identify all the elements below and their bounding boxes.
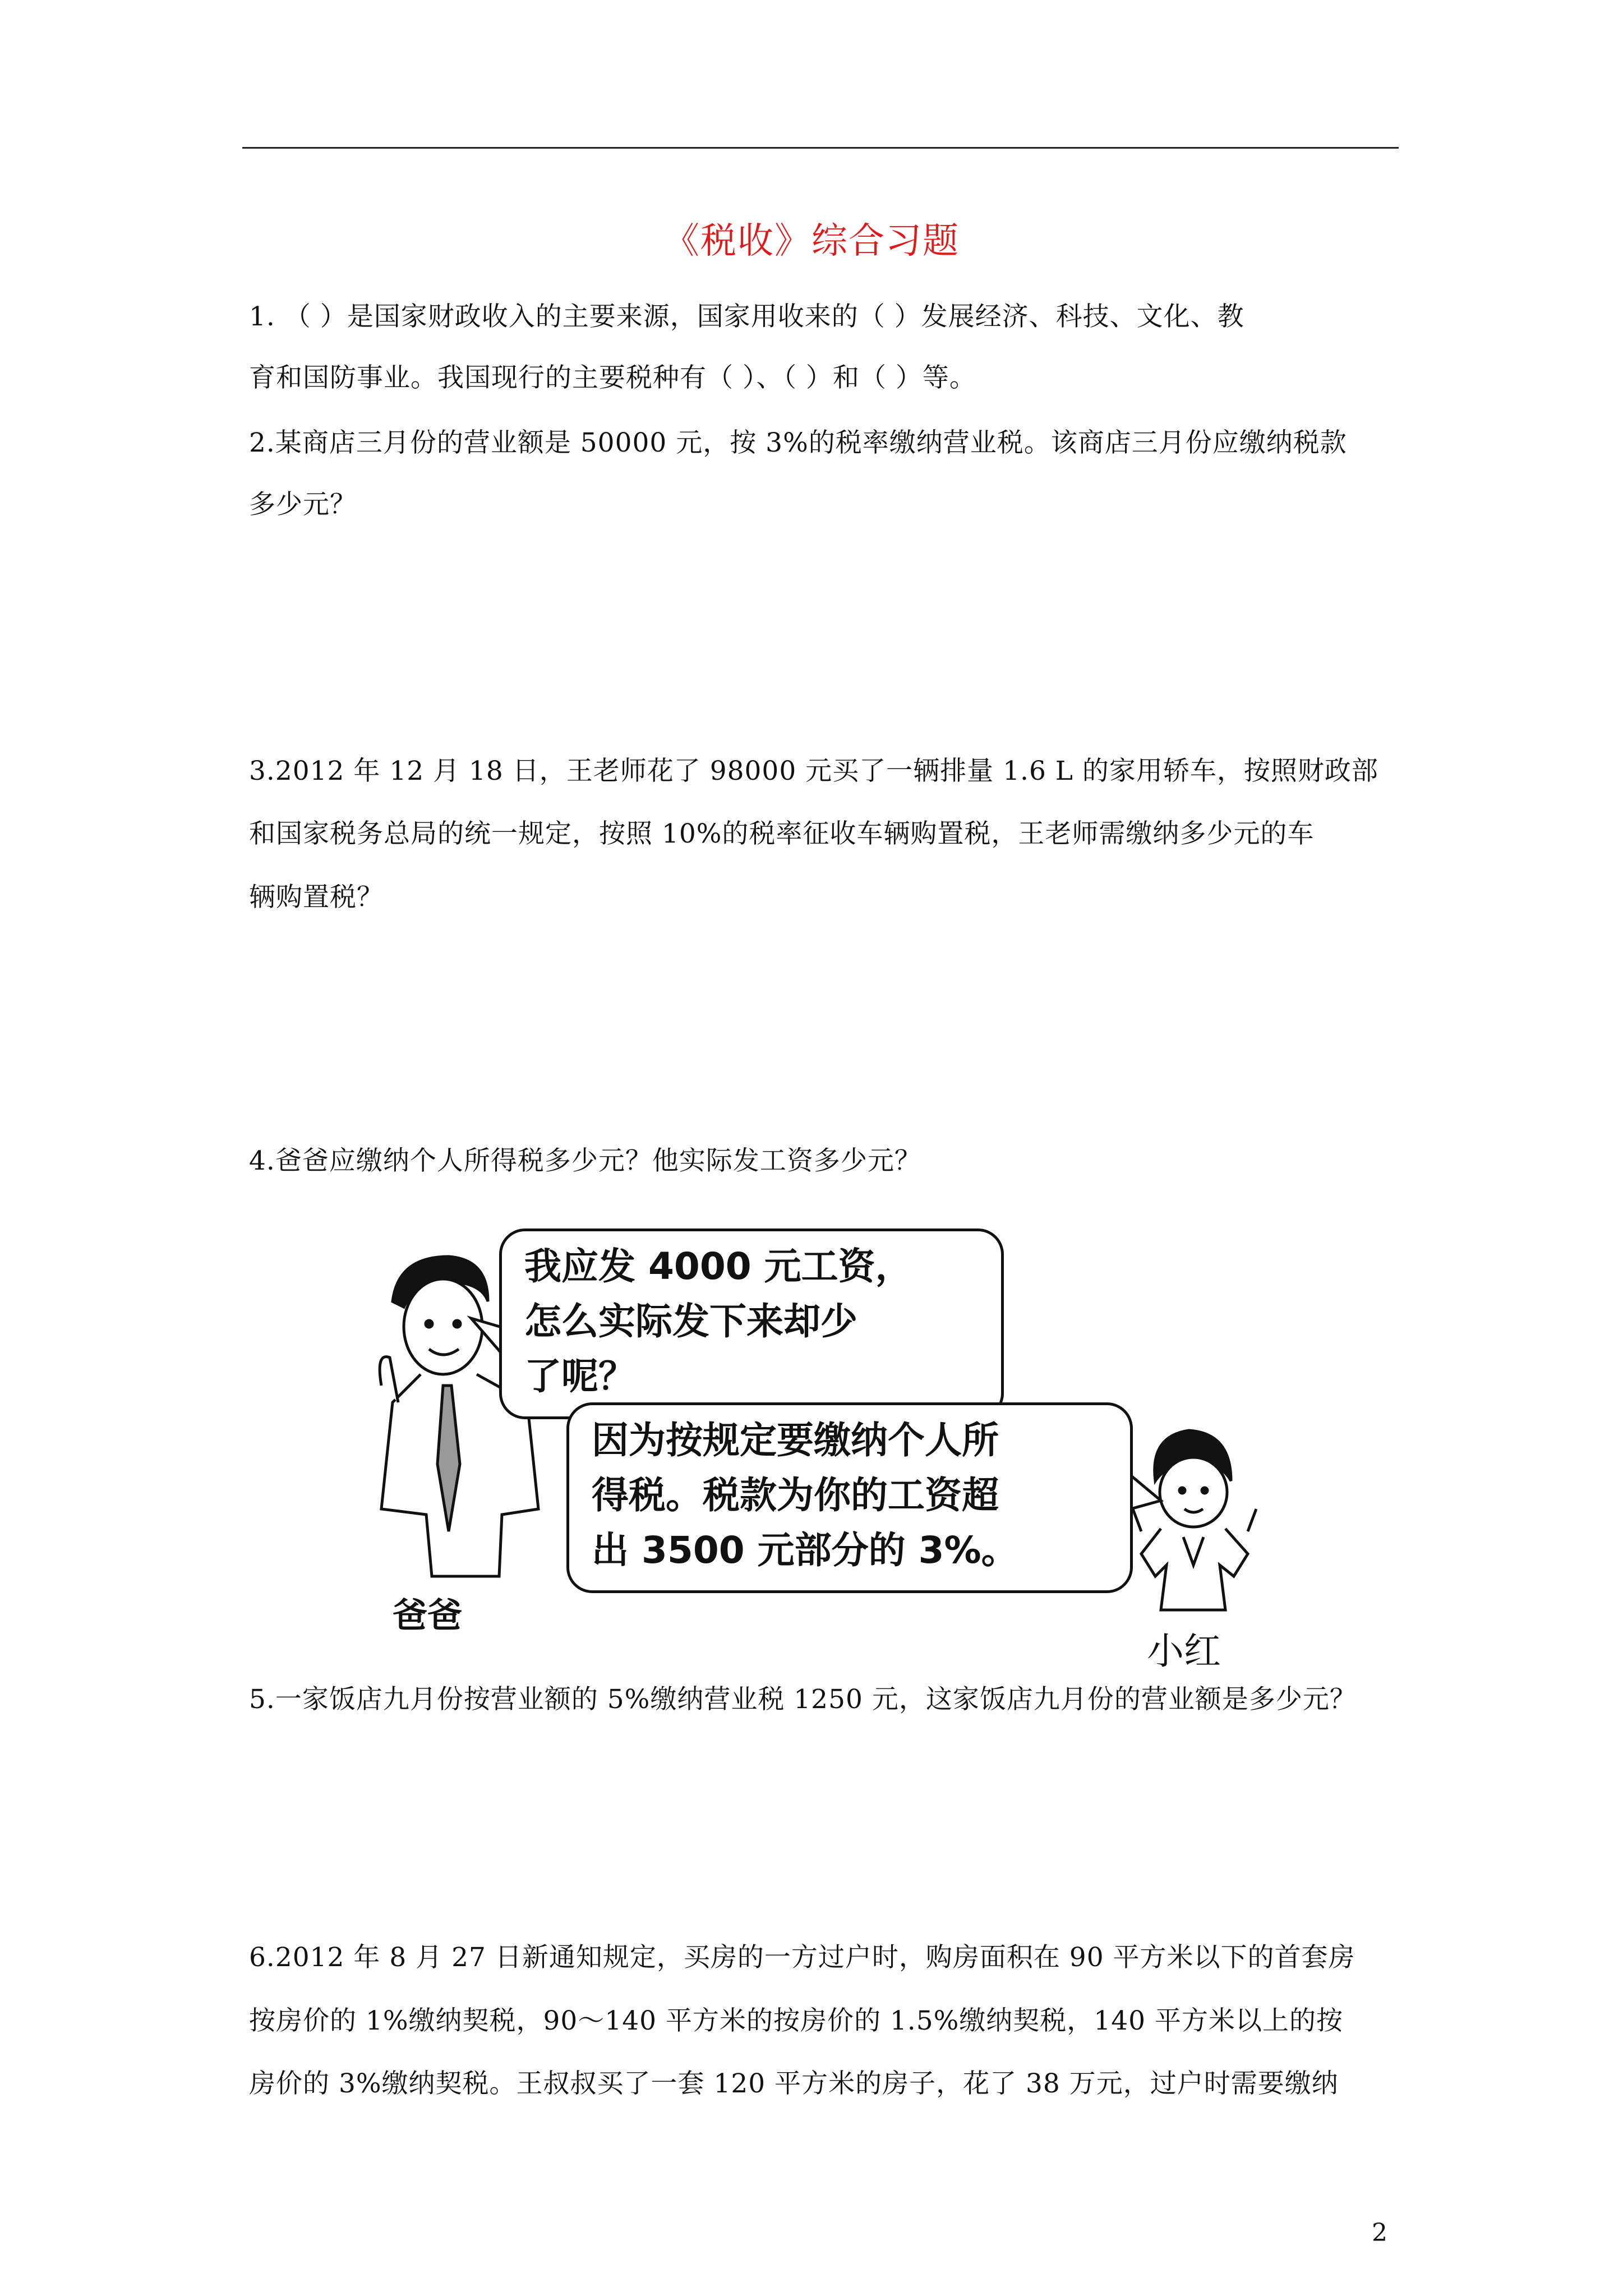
question-1-line-1: 1. （ ）是国家财政收入的主要来源，国家用收来的（ ）发展经济、科技、文化、教: [249, 301, 1244, 332]
question-3-line-2: 和国家税务总局的统一规定，按照 10%的税率征收车辆购置税，王老师需缴纳多少元的车: [249, 818, 1315, 849]
dad-bubble-line-1: 我应发 4000 元工资，: [524, 1245, 912, 1288]
question-2-line-1: 2.某商店三月份的营业额是 50000 元，按 3%的税率缴纳营业税。该商店三月份应缴纳税款: [249, 427, 1347, 458]
dad-bubble-line-3: 了呢？: [524, 1355, 635, 1398]
girl-label: 小红: [1147, 1630, 1221, 1673]
page-title: 《税收》综合习题: [663, 220, 960, 262]
question-1-line-2: 育和国防事业。我国现行的主要税种有（ ）、（ ）和（ ）等。: [249, 362, 976, 393]
header-rule: [242, 147, 1399, 149]
girl-speech-bubble: [566, 1402, 1133, 1593]
girl-bubble-line-1: 因为按规定要缴纳个人所: [592, 1419, 999, 1462]
dad-speech-bubble: [499, 1228, 1004, 1419]
question-6-line-3: 房价的 3%缴纳契税。王叔叔买了一套 120 平方米的房子，花了 38 万元，过户时需要缴纳: [249, 2068, 1339, 2099]
question-2-line-2: 多少元？: [249, 489, 357, 520]
page-number: 2: [1372, 2219, 1387, 2247]
question-6-line-2: 按房价的 1%缴纳契税，90～140 平方米的按房价的 1.5%缴纳契税，140 平方米以上的按: [249, 2005, 1343, 2036]
question-3-line-1: 3.2012 年 12 月 18 日，王老师花了 98000 元买了一辆排量 1.6 L 的家用轿车，按照财政部: [249, 756, 1378, 786]
question-6-line-1: 6.2012 年 8 月 27 日新通知规定，买房的一方过户时，购房面积在 90 平方米以下的首套房: [249, 1942, 1355, 1973]
girl-bubble-line-3: 出 3500 元部分的 3%。: [592, 1529, 1018, 1572]
question-4-line-1: 4.爸爸应缴纳个人所得税多少元？他实际发工资多少元？: [249, 1145, 921, 1176]
dad-label: 爸爸: [393, 1595, 463, 1636]
dad-bubble-line-2: 怎么实际发下来却少: [524, 1300, 857, 1343]
girl-bubble-line-2: 得税。税款为你的工资超: [592, 1474, 999, 1517]
girl-figure: [1133, 1430, 1256, 1610]
question-3-line-3: 辆购置税？: [249, 882, 384, 913]
question-5-line-1: 5.一家饭店九月份按营业额的 5%缴纳营业税 1250 元，这家饭店九月份的营业额是多少元？: [249, 1684, 1357, 1715]
tax-dialogue-illustration: [359, 1217, 1301, 1673]
